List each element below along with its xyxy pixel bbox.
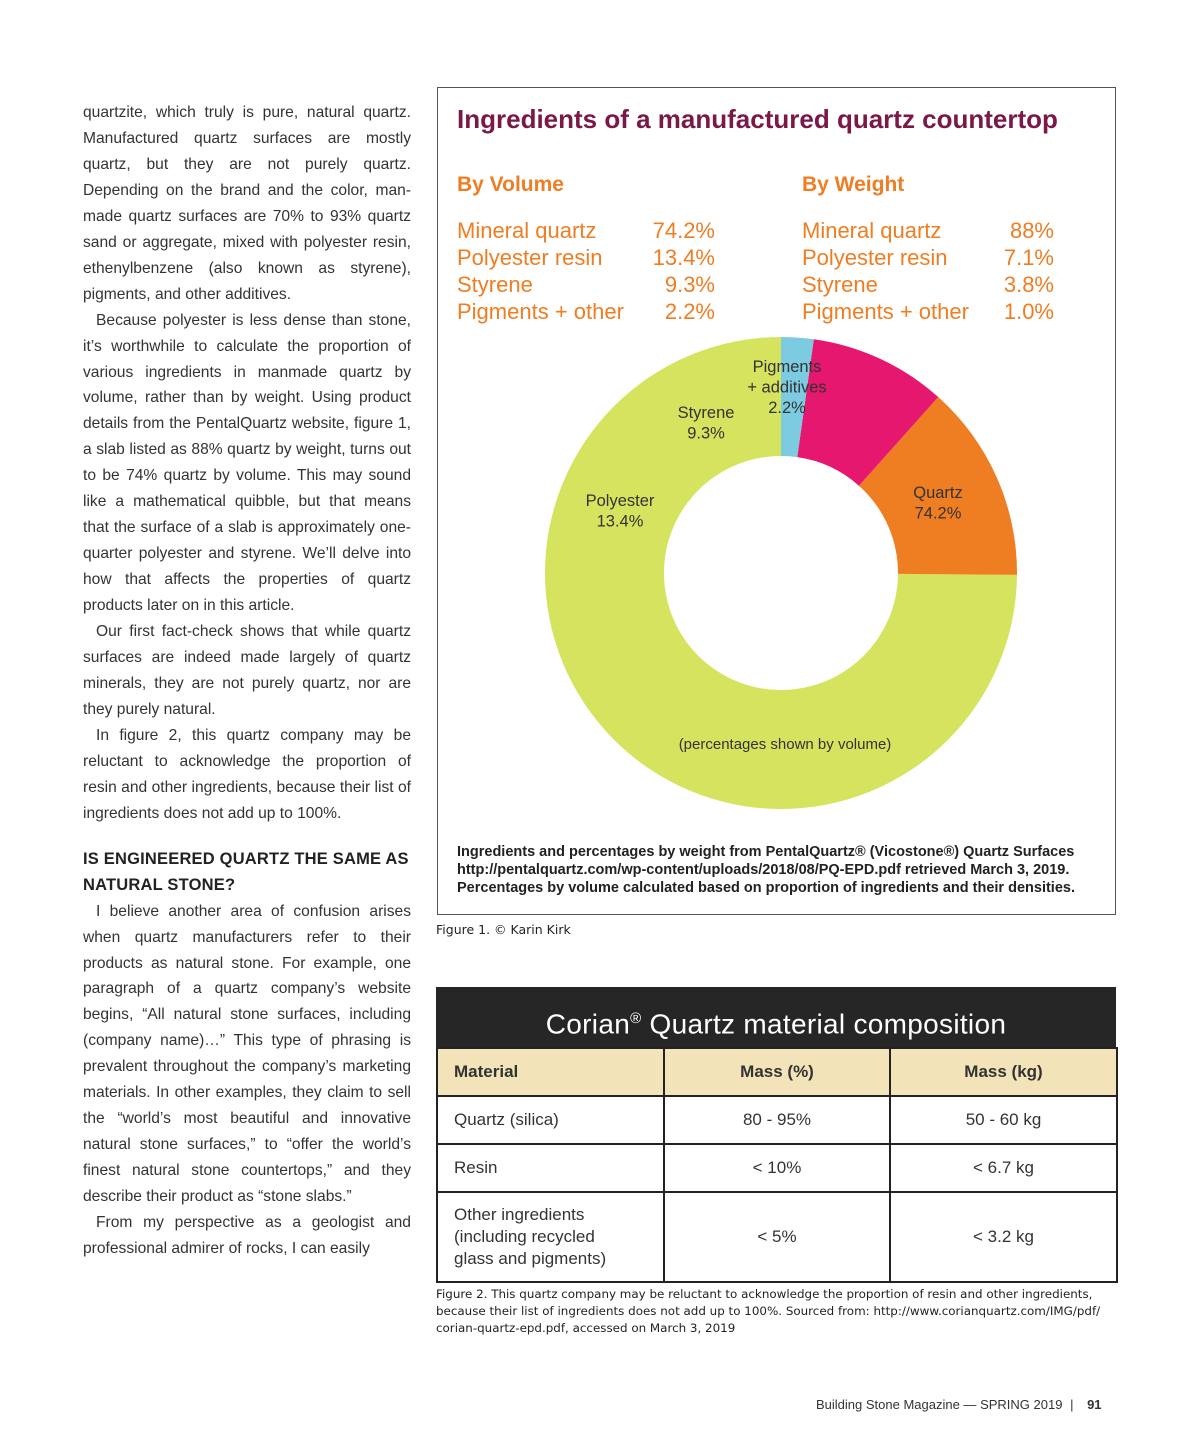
ingredient-value: 88%: [1009, 218, 1054, 243]
donut-annotation: (percentages shown by volume): [678, 736, 892, 753]
issue-label: SPRING 2019: [980, 1397, 1063, 1412]
by-volume-heading: By Volume: [457, 173, 564, 196]
page-footer: [816, 1397, 1102, 1412]
title-rest: Quartz material composition: [641, 1008, 1007, 1040]
ingredient-row: [802, 271, 1054, 298]
registered-mark: ®: [630, 1010, 642, 1027]
cell-line: (including recycled: [454, 1227, 595, 1246]
table-row: [437, 1144, 1117, 1192]
ingredient-row: [457, 244, 715, 271]
article-paragraph: From my perspective as a geologist and professional admirer of rocks, I can easily: [83, 1214, 411, 1257]
ingredient-name: Mineral quartz: [457, 218, 597, 243]
figure-1-caption: Figure 1. © Karin Kirk: [436, 922, 571, 937]
ingredient-name: Pigments + other: [457, 299, 624, 324]
article-paragraph: Because polyester is less dense than stone, it’s worthwhile to calculate the proportion of various ingredients in manmade quartz by volume, rather than by weight. Using product details from the PentalQuartz website, figure 1, a slab listed as 88% quartz by weight, turns out to be 74% quartz by volume. This may sound like a mathematical quibble, but that means that the surface of a slab is approximately one-quarter polyester and styrene. We’ll delve into how that affects the properties of quartz products later on in this article.: [83, 311, 411, 615]
table-cell: Resin: [437, 1144, 664, 1192]
ingredient-name: Polyester resin: [802, 245, 948, 270]
donut-label-line: 2.2%: [768, 399, 806, 417]
ingredient-name: Pigments + other: [802, 299, 969, 324]
ingredient-row: [802, 217, 1054, 244]
source-note-line: http://pentalquartz.com/wp-content/uploads/2018/08/PQ-EPD.pdf retrieved March 3, 2019.: [457, 862, 1070, 879]
table-row: [437, 1192, 1117, 1282]
table-cell: 80 - 95%: [664, 1096, 890, 1144]
source-note-line: Ingredients and percentages by weight from PentalQuartz® (Vicostone®) Quartz Surfaces: [457, 844, 1075, 860]
table-row: [437, 1096, 1117, 1144]
ingredient-value: 7.1%: [1003, 245, 1054, 270]
ingredient-row: [457, 298, 715, 325]
ingredient-value: 2.2%: [664, 299, 715, 324]
composition-table: [436, 1047, 1118, 1283]
source-note-line: Percentages by volume calculated based on proportion of ingredients and their densities.: [457, 880, 1075, 897]
donut-label-line: 9.3%: [687, 424, 725, 443]
ingredient-value: 3.8%: [1003, 272, 1054, 297]
ingredient-value: 9.3%: [664, 272, 715, 297]
donut-label-line: 13.4%: [596, 512, 644, 531]
column-header: Material: [437, 1048, 664, 1096]
figure-1-title: Ingredients of a manufactured quartz countertop: [457, 104, 1058, 134]
cell-line: glass and pigments): [454, 1249, 607, 1268]
footer-divider: |: [1070, 1397, 1074, 1412]
ingredient-name: Polyester resin: [457, 245, 603, 270]
donut-label-line: Quartz: [913, 484, 963, 502]
table-cell: Quartz (silica): [437, 1096, 664, 1144]
donut-label-line: Polyester: [585, 492, 655, 510]
figure-2-title: [436, 987, 1116, 1047]
page-number: 91: [1087, 1397, 1102, 1412]
donut-label-line: Pigments: [752, 358, 822, 376]
ingredient-name: Styrene: [802, 272, 878, 297]
donut-label-line: 74.2%: [914, 504, 962, 523]
table-cell: < 6.7 kg: [890, 1144, 1117, 1192]
figure-2: [436, 987, 1116, 1283]
figure-2-caption: [436, 1286, 1100, 1337]
caption-line: corian-quartz-epd.pdf, accessed on March 3, 2019: [436, 1321, 736, 1335]
by-weight-list: [802, 217, 1054, 325]
table-cell: [437, 1192, 664, 1282]
ingredient-row: [802, 298, 1054, 325]
figure-1: [437, 87, 1116, 915]
table-cell: 50 - 60 kg: [890, 1096, 1117, 1144]
article-paragraph: Our first fact-check shows that while quartz surfaces are indeed made largely of quartz minerals, they are not purely quartz, nor are they purely natural.: [83, 623, 411, 718]
table-header-row: [437, 1048, 1117, 1096]
ingredient-name: Styrene: [457, 272, 533, 297]
ingredient-value: 13.4%: [652, 245, 715, 270]
by-volume-list: [457, 217, 715, 325]
ingredient-value: 74.2%: [652, 218, 715, 243]
article-paragraph: In figure 2, this quartz company may be reluctant to acknowledge the proportion of resin and other ingredients, because their list of ingredients does not add up to 100%.: [83, 726, 411, 822]
article-paragraph: I believe another area of confusion arises when quartz manufacturers refer to their products as natural stone. For example, one paragraph of a quartz company’s website begins, “All natural stone surfaces, including (company name)…” This type of phrasing is prevalent throughout the company’s marketing materials. In other examples, they claim to sell the “world’s most beautiful and innovative natural stone surfaces,” to “offer the world’s finest natural stone countertops,” and they describe their product as “stone slabs.”: [83, 902, 411, 1206]
donut-chart: [438, 338, 1117, 838]
ingredient-name: Mineral quartz: [802, 218, 942, 243]
title-main: Corian: [545, 1008, 631, 1040]
table-cell: < 5%: [664, 1192, 890, 1282]
table-cell: < 3.2 kg: [890, 1192, 1117, 1282]
figure-1-source-note: [457, 843, 1075, 898]
cell-line: Other ingredients: [454, 1205, 585, 1224]
section-heading: IS ENGINEERED QUARTZ THE SAME AS NATURAL STONE?: [83, 849, 409, 894]
ingredient-row: [802, 244, 1054, 271]
magazine-name: Building Stone Magazine —: [816, 1397, 977, 1412]
ingredient-value: 1.0%: [1003, 299, 1054, 324]
caption-line: Figure 2. This quartz company may be reluctant to acknowledge the proportion of resin and other ingredients,: [436, 1287, 1093, 1301]
column-header: Mass (%): [664, 1048, 890, 1096]
article-column: [83, 100, 411, 1262]
by-weight-heading: By Weight: [802, 173, 905, 196]
ingredient-row: [457, 271, 715, 298]
donut-label-line: Styrene: [677, 404, 735, 422]
donut-label-line: + additives: [747, 378, 827, 397]
caption-line: because their list of ingredients does not add up to 100%. Sourced from: http://www.corianquartz.com/IMG/pdf/: [436, 1304, 1101, 1318]
ingredient-row: [457, 217, 715, 244]
table-cell: < 10%: [664, 1144, 890, 1192]
column-header: Mass (kg): [890, 1048, 1117, 1096]
article-paragraph: quartzite, which truly is pure, natural quartz. Manufactured quartz surfaces are mostly quartz, but they are not purely quartz. Depending on the brand and the color, man-made quartz surfaces are 70% to 93% quartz sand or aggregate, mixed with polyester resin, ethenylbenzene (also known as styrene), pigments, and other additives.: [83, 104, 411, 303]
